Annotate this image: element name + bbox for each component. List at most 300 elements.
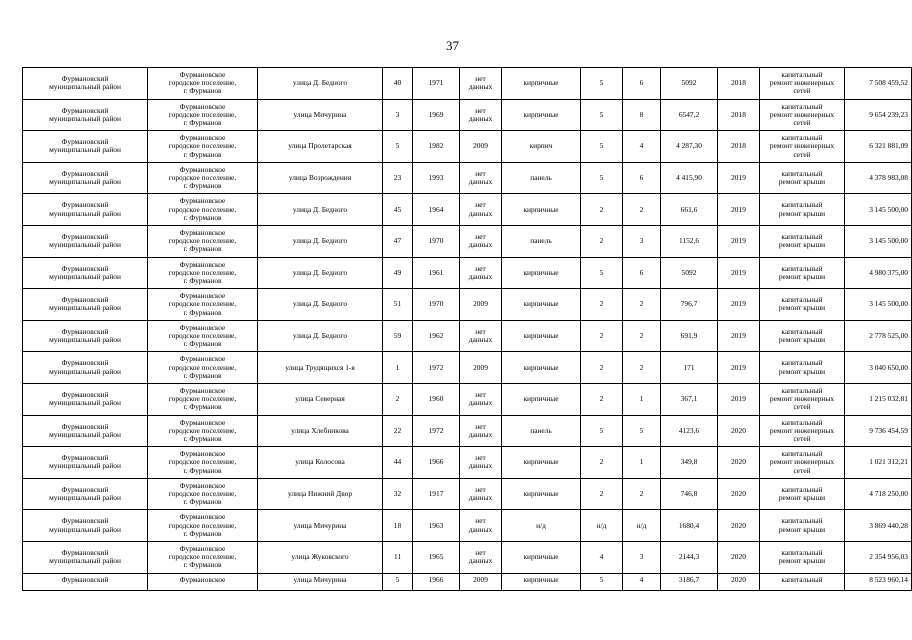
table-row: [23, 573, 912, 590]
cell-year-overhaul: [460, 99, 502, 131]
cell-floors: н/д: [581, 510, 623, 542]
cell-line: Фурмановский: [61, 484, 109, 494]
cell-house: 3: [383, 99, 413, 131]
cell-line: ремонт инженерных: [769, 109, 835, 119]
cell-line: капитальный: [781, 168, 823, 178]
cell-line: Фурмановский: [61, 74, 109, 84]
cell-cost: 1 215 032,81: [845, 383, 912, 415]
cell-line: капитальный: [781, 548, 823, 557]
cell-year-built: 1970: [413, 225, 460, 257]
cell-line: городское поселение,: [168, 141, 237, 151]
cell-year-overhaul: [460, 447, 502, 479]
cell-line: городское поселение,: [168, 78, 237, 88]
table-row: [23, 289, 912, 321]
cell-line: г. Фурманов: [183, 465, 222, 475]
cell-line: Фурмановский: [61, 200, 109, 210]
cell-entrances: 4: [623, 131, 661, 163]
cell-house: 5: [383, 131, 413, 163]
cell-line: г. Фурманов: [183, 339, 222, 349]
cell-line: сетей: [793, 402, 811, 412]
cell-year-overhaul: [460, 352, 502, 384]
cell-cost: 6 321 881,09: [845, 131, 912, 163]
cell-line: Фурмановский: [61, 168, 109, 178]
cell-line: Фурмановское: [179, 354, 226, 364]
cell-line: капитальный: [781, 133, 823, 143]
cell-year-overhaul: [460, 510, 502, 542]
cell-line: сетей: [793, 86, 811, 96]
cell-work: [760, 68, 845, 100]
cell-line: капитальный: [781, 574, 823, 584]
cell-line: нет: [475, 421, 486, 431]
cell-line: сетей: [793, 465, 811, 475]
cell-line: муниципальный район: [49, 493, 121, 503]
cell-line: городское поселение,: [168, 109, 237, 119]
cell-house: 44: [383, 447, 413, 479]
cell-line: 2009: [473, 362, 488, 372]
cell-plan-year: 2019: [718, 194, 760, 226]
cell-year-overhaul: [460, 225, 502, 257]
cell-cost: 3 040 650,00: [845, 352, 912, 384]
cell-walls: кирпичные: [502, 573, 581, 590]
cell-area: 2144,3: [661, 541, 718, 573]
cell-year-overhaul: [460, 383, 502, 415]
cell-work: [760, 131, 845, 163]
cell-house: 18: [383, 510, 413, 542]
cell-street: улица Д. Бедного: [258, 194, 383, 226]
cell-line: Фурмановское: [179, 480, 226, 490]
cell-line: данных: [468, 177, 493, 187]
cell-cost: 3 869 440,28: [845, 510, 912, 542]
cell-line: муниципальный район: [49, 303, 121, 313]
cell-year-built: 1972: [413, 352, 460, 384]
cell-year-built: 1960: [413, 383, 460, 415]
cell-plan-year: 2019: [718, 225, 760, 257]
cell-line: нет: [475, 548, 486, 557]
cell-entrances: 1: [623, 383, 661, 415]
cell-year-overhaul: [460, 194, 502, 226]
cell-walls: панель: [502, 415, 581, 447]
cell-line: ремонт крыши: [778, 556, 826, 566]
cell-line: нет: [475, 326, 486, 336]
cell-work: [760, 573, 845, 590]
cell-walls: кирпичные: [502, 68, 581, 100]
cell-line: ремонт инженерных: [769, 394, 835, 404]
cell-line: данных: [468, 240, 493, 250]
cell-line: данных: [468, 461, 493, 471]
cell-line: данных: [468, 82, 493, 92]
cell-line: 2009: [473, 141, 488, 151]
cell-walls: н/д: [502, 510, 581, 542]
cell-year-built: 1982: [413, 131, 460, 163]
cell-line: Фурмановское: [179, 227, 226, 237]
cell-entrances: 3: [623, 541, 661, 573]
table-row: [23, 510, 912, 542]
cell-line: г. Фурманов: [183, 149, 222, 159]
cell-line: городское поселение,: [168, 457, 237, 467]
cell-line: Фурмановский: [61, 105, 109, 115]
cell-line: муниципальный район: [49, 398, 121, 408]
cell-line: городское поселение,: [168, 236, 237, 246]
cell-street: улица Д. Бедного: [258, 257, 383, 289]
cell-settlement: [148, 510, 258, 542]
cell-line: г. Фурманов: [183, 370, 222, 380]
table-row: [23, 541, 912, 573]
cell-line: ремонт крыши: [778, 366, 826, 376]
cell-line: капитальный: [781, 263, 823, 273]
cell-area: 4 415,90: [661, 162, 718, 194]
cell-area: 4 287,30: [661, 131, 718, 163]
cell-area: 6547,2: [661, 99, 718, 131]
cell-settlement: [148, 194, 258, 226]
cell-entrances: 6: [623, 257, 661, 289]
cell-line: капитальный: [781, 516, 823, 526]
cell-settlement: [148, 447, 258, 479]
cell-year-built: 1961: [413, 257, 460, 289]
cell-line: капитальный: [781, 295, 823, 305]
cell-line: муниципальный район: [49, 113, 121, 123]
cell-line: капитальный: [781, 417, 823, 427]
cell-line: Фурмановское: [179, 164, 226, 174]
cell-area: 691,9: [661, 320, 718, 352]
cell-line: Фурмановский: [61, 137, 109, 147]
cell-house: 2: [383, 383, 413, 415]
cell-area: 5092: [661, 257, 718, 289]
cell-street: улица Нижний Двор: [258, 478, 383, 510]
cell-plan-year: 2018: [718, 68, 760, 100]
cell-line: капитальный: [781, 326, 823, 336]
cell-year-overhaul: [460, 478, 502, 510]
table-row: [23, 320, 912, 352]
table-row: [23, 99, 912, 131]
cell-line: муниципальный район: [49, 524, 121, 534]
cell-work: [760, 383, 845, 415]
cell-line: городское поселение,: [168, 552, 237, 562]
cell-walls: панель: [502, 162, 581, 194]
cell-house: 22: [383, 415, 413, 447]
cell-line: городское поселение,: [168, 204, 237, 214]
cell-entrances: 2: [623, 289, 661, 321]
cell-entrances: 6: [623, 162, 661, 194]
cell-street: улица Д. Бедного: [258, 320, 383, 352]
cell-line: муниципальный район: [49, 240, 121, 250]
housing-overhaul-table: [22, 67, 912, 591]
cell-line: муниципальный район: [49, 366, 121, 376]
table-row: [23, 447, 912, 479]
cell-cost: 9 736 454,59: [845, 415, 912, 447]
cell-district: [23, 194, 148, 226]
cell-area: 661,6: [661, 194, 718, 226]
cell-district: [23, 415, 148, 447]
cell-year-built: 1970: [413, 289, 460, 321]
cell-settlement: [148, 352, 258, 384]
cell-line: г. Фурманов: [183, 181, 222, 191]
cell-year-built: 1964: [413, 194, 460, 226]
cell-floors: 5: [581, 257, 623, 289]
cell-area: 3186,7: [661, 573, 718, 590]
cell-cost: 4 378 983,08: [845, 162, 912, 194]
cell-walls: панель: [502, 225, 581, 257]
cell-line: капитальный: [781, 101, 823, 111]
cell-area: 796,7: [661, 289, 718, 321]
cell-settlement: [148, 162, 258, 194]
cell-settlement: [148, 320, 258, 352]
cell-area: 4123,6: [661, 415, 718, 447]
cell-plan-year: 2019: [718, 289, 760, 321]
cell-year-built: 1971: [413, 68, 460, 100]
cell-house: 40: [383, 68, 413, 100]
cell-district: [23, 225, 148, 257]
cell-line: ремонт крыши: [778, 240, 826, 250]
cell-entrances: 4: [623, 573, 661, 590]
cell-walls: кирпичные: [502, 352, 581, 384]
cell-walls: кирпичные: [502, 289, 581, 321]
cell-line: ремонт инженерных: [769, 425, 835, 435]
cell-street: улица Мичурина: [258, 510, 383, 542]
cell-floors: 2: [581, 447, 623, 479]
table-row: [23, 194, 912, 226]
cell-entrances: 5: [623, 415, 661, 447]
cell-walls: кирпичные: [502, 478, 581, 510]
cell-district: [23, 510, 148, 542]
cell-work: [760, 225, 845, 257]
cell-house: 49: [383, 257, 413, 289]
cell-entrances: 2: [623, 352, 661, 384]
cell-street: улица Северная: [258, 383, 383, 415]
cell-work: [760, 541, 845, 573]
cell-district: [23, 447, 148, 479]
cell-line: ремонт крыши: [778, 303, 826, 313]
cell-walls: кирпичные: [502, 320, 581, 352]
cell-settlement: [148, 415, 258, 447]
cell-line: городское поселение,: [168, 520, 237, 530]
cell-line: капитальный: [781, 69, 823, 79]
cell-work: [760, 352, 845, 384]
cell-line: Фурмановское: [179, 543, 226, 553]
cell-settlement: [148, 99, 258, 131]
cell-district: [23, 573, 148, 590]
cell-street: улица Трудящихся 1-я: [258, 352, 383, 384]
cell-district: [23, 162, 148, 194]
cell-line: городское поселение,: [168, 488, 237, 498]
cell-line: капитальный: [781, 385, 823, 395]
cell-line: нет: [475, 168, 486, 178]
cell-line: городское поселение,: [168, 299, 237, 309]
cell-line: данных: [468, 113, 493, 123]
cell-walls: кирпичные: [502, 383, 581, 415]
cell-line: муниципальный район: [49, 461, 121, 471]
cell-area: 1152,6: [661, 225, 718, 257]
cell-line: Фурмановский: [61, 421, 109, 431]
cell-line: г. Фурманов: [183, 212, 222, 222]
cell-line: муниципальный район: [49, 429, 121, 439]
cell-year-built: 1962: [413, 320, 460, 352]
cell-year-built: 1969: [413, 99, 460, 131]
cell-line: данных: [468, 335, 493, 345]
cell-line: данных: [468, 429, 493, 439]
cell-line: Фурмановский: [61, 516, 109, 526]
cell-line: Фурмановский: [61, 326, 109, 336]
cell-line: капитальный: [781, 232, 823, 242]
cell-plan-year: 2019: [718, 320, 760, 352]
cell-line: нет: [475, 390, 486, 400]
cell-entrances: 6: [623, 68, 661, 100]
cell-settlement: [148, 131, 258, 163]
cell-district: [23, 257, 148, 289]
cell-line: Фурмановское: [179, 133, 226, 143]
cell-line: 2009: [473, 574, 488, 584]
cell-line: городское поселение,: [168, 425, 237, 435]
cell-line: ремонт крыши: [778, 335, 826, 345]
cell-cost: 4 718 250,00: [845, 478, 912, 510]
table-row: [23, 131, 912, 163]
table-row: [23, 415, 912, 447]
cell-line: Фурмановский: [61, 390, 109, 400]
cell-year-overhaul: [460, 320, 502, 352]
cell-line: г. Фурманов: [183, 433, 222, 443]
cell-floors: 2: [581, 478, 623, 510]
cell-district: [23, 541, 148, 573]
cell-line: муниципальный район: [49, 177, 121, 187]
cell-work: [760, 478, 845, 510]
cell-line: Фурмановский: [61, 574, 109, 584]
cell-walls: кирпичные: [502, 194, 581, 226]
cell-year-overhaul: [460, 131, 502, 163]
cell-line: данных: [468, 524, 493, 534]
cell-settlement: [148, 573, 258, 590]
cell-floors: 2: [581, 352, 623, 384]
cell-area: 746,8: [661, 478, 718, 510]
table-row: [23, 225, 912, 257]
cell-plan-year: 2019: [718, 352, 760, 384]
table-row: [23, 162, 912, 194]
cell-line: Фурмановское: [179, 512, 226, 522]
cell-plan-year: 2020: [718, 510, 760, 542]
cell-line: г. Фурманов: [183, 497, 222, 507]
cell-line: городское поселение,: [168, 267, 237, 277]
cell-street: улица Хлебникова: [258, 415, 383, 447]
cell-floors: 2: [581, 289, 623, 321]
cell-street: улица Жуковского: [258, 541, 383, 573]
cell-year-built: 1972: [413, 415, 460, 447]
cell-line: сетей: [793, 117, 811, 127]
cell-line: нет: [475, 105, 486, 115]
cell-line: г. Фурманов: [183, 307, 222, 317]
cell-line: муниципальный район: [49, 208, 121, 218]
cell-year-overhaul: [460, 289, 502, 321]
cell-entrances: 2: [623, 194, 661, 226]
cell-line: сетей: [793, 433, 811, 443]
cell-line: муниципальный район: [49, 82, 121, 92]
table-row: [23, 478, 912, 510]
table-row: [23, 352, 912, 384]
cell-street: улица Мичурина: [258, 99, 383, 131]
cell-area: 367,1: [661, 383, 718, 415]
cell-work: [760, 194, 845, 226]
cell-floors: 5: [581, 415, 623, 447]
cell-plan-year: 2020: [718, 447, 760, 479]
cell-cost: 3 145 500,00: [845, 225, 912, 257]
cell-line: ремонт крыши: [778, 271, 826, 281]
cell-settlement: [148, 257, 258, 289]
table-body: [23, 68, 912, 591]
cell-year-built: 1993: [413, 162, 460, 194]
cell-year-overhaul: [460, 68, 502, 100]
cell-plan-year: 2018: [718, 131, 760, 163]
cell-entrances: 2: [623, 478, 661, 510]
cell-house: 1: [383, 352, 413, 384]
table-row: [23, 68, 912, 100]
cell-line: Фурмановский: [61, 453, 109, 463]
cell-settlement: [148, 68, 258, 100]
cell-cost: 2 778 525,00: [845, 320, 912, 352]
cell-entrances: 3: [623, 225, 661, 257]
cell-line: капитальный: [781, 484, 823, 494]
cell-line: городское поселение,: [168, 394, 237, 404]
cell-line: нет: [475, 200, 486, 210]
cell-floors: 5: [581, 131, 623, 163]
cell-cost: 3 145 500,00: [845, 194, 912, 226]
cell-work: [760, 257, 845, 289]
cell-line: Фурмановское: [179, 196, 226, 206]
cell-line: капитальный: [781, 449, 823, 459]
cell-line: Фурмановское: [179, 259, 226, 269]
cell-year-built: 1963: [413, 510, 460, 542]
cell-walls: кирпич: [502, 131, 581, 163]
cell-floors: 2: [581, 383, 623, 415]
cell-walls: кирпичные: [502, 447, 581, 479]
cell-line: г. Фурманов: [183, 560, 222, 570]
cell-line: Фурмановский: [61, 548, 109, 557]
cell-line: Фурмановское: [179, 322, 226, 332]
housing-table-container: [22, 67, 908, 598]
cell-line: сетей: [793, 149, 811, 159]
cell-work: [760, 162, 845, 194]
cell-line: ремонт инженерных: [769, 141, 835, 151]
cell-plan-year: 2020: [718, 415, 760, 447]
cell-walls: кирпичные: [502, 99, 581, 131]
cell-line: ремонт крыши: [778, 177, 826, 187]
cell-line: городское поселение,: [168, 172, 237, 182]
cell-house: 11: [383, 541, 413, 573]
cell-line: г. Фурманов: [183, 275, 222, 285]
cell-cost: 7 508 459,52: [845, 68, 912, 100]
cell-entrances: 1: [623, 447, 661, 479]
cell-district: [23, 383, 148, 415]
cell-street: улица Мичурина: [258, 573, 383, 590]
page-number: 37: [446, 38, 459, 53]
cell-work: [760, 510, 845, 542]
cell-work: [760, 289, 845, 321]
cell-plan-year: 2020: [718, 573, 760, 590]
cell-line: муниципальный район: [49, 556, 121, 566]
cell-plan-year: 2020: [718, 478, 760, 510]
cell-line: капитальный: [781, 200, 823, 210]
cell-street: улица Д. Бедного: [258, 68, 383, 100]
cell-line: городское поселение,: [168, 362, 237, 372]
cell-line: Фурмановское: [179, 291, 226, 301]
cell-line: ремонт инженерных: [769, 78, 835, 88]
cell-work: [760, 415, 845, 447]
cell-line: муниципальный район: [49, 271, 121, 281]
cell-area: 349,8: [661, 447, 718, 479]
cell-year-built: 1917: [413, 478, 460, 510]
cell-line: нет: [475, 232, 486, 242]
cell-line: Фурмановский: [61, 358, 109, 368]
cell-district: [23, 352, 148, 384]
cell-house: 5: [383, 573, 413, 590]
cell-district: [23, 478, 148, 510]
cell-cost: 3 145 500,00: [845, 289, 912, 321]
